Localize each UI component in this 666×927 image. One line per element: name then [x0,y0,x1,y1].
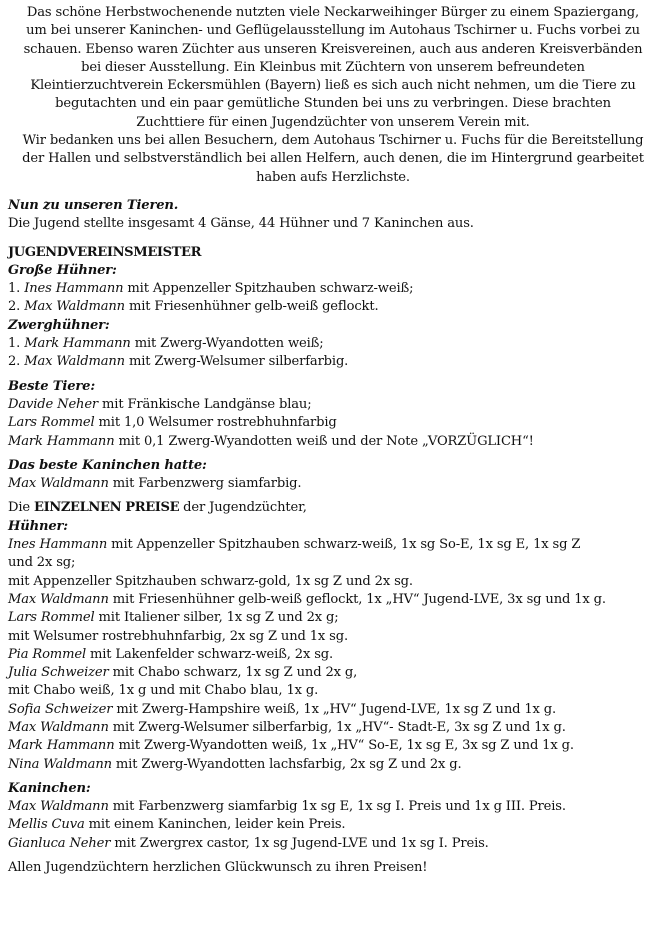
item-text: mit Zwerg-Hampshire weiß, 1x „HV“ Jugend-LVE, 1x sg Z und 1x g. [112,701,557,717]
meister-heading: JUGENDVEREINSMEISTER [8,244,202,260]
list-item [8,433,658,451]
item-text: mit Fränkische Landgänse blau; [98,396,312,412]
item-text: mit 1,0 Welsumer rostrebhuhnfarbig [94,415,337,431]
item-text: mit Friesenhühner gelb-weiß geflockt, 1x „HV“ Jugend-LVE, 3x sg und 1x g. [108,591,606,607]
list-item [8,701,658,719]
list-item [8,798,658,816]
breeder-name: Max Waldmann [8,719,109,735]
list-item [8,475,658,493]
list-item [8,298,658,316]
breeder-name: Lars Rommel [8,415,95,431]
item-text: mit Zwerg-Welsumer silberfarbig, 1x „HV“- Stadt-E, 3x sg Z und 1x g. [108,719,566,735]
meister-section [8,244,658,372]
intro-line: bei dieser Ausstellung. Ein Kleinbus mit Züchtern von unserem befreundeten [81,59,585,75]
list-item [8,737,658,755]
item-text: mit einem Kaninchen, leider kein Preis. [84,817,346,833]
list-item [8,414,658,432]
bestes-kaninchen-section [8,457,658,494]
item-text: mit Zwerg-Wyandotten weiß; [130,336,324,352]
list-item [8,335,658,353]
list-item [8,682,658,700]
breeder-name: Mellis Cuva [8,817,85,833]
breeder-name: Max Waldmann [8,591,109,607]
item-text: mit Zwergrex castor, 1x sg Jugend-LVE und 1x sg I. Preis. [110,835,489,851]
preise-intro [8,499,658,517]
list-item [8,591,658,609]
breeder-name: Pia Rommel [8,646,86,662]
item-text: mit 0,1 Zwerg-Wyandotten weiß und der Note „VORZÜGLICH“! [114,433,534,449]
tiere-text: Die Jugend stellte insgesamt 4 Gänse, 44 Hühner und 7 Kaninchen aus. [8,216,474,232]
intro-line: begutachten und ein paar gemütliche Stunden bei uns zu verbringen. Diese brachten [55,96,611,112]
breeder-name: Max Waldmann [24,354,125,370]
kaninchen-heading: Kaninchen: [8,780,91,796]
breeder-name: Mark Hammann [8,738,115,754]
breeder-name: Ines Hammann [24,281,124,297]
breeder-name: Ines Hammann [8,537,108,553]
breeder-name: Sofia Schweizer [8,701,113,717]
item-text: mit Farbenzwerg siamfarbig. [108,476,302,492]
bestes-kaninchen-heading: Das beste Kaninchen hatte: [8,457,207,473]
intro-line: um bei unserer Kaninchen- und Geflügelausstellung im Autohaus Tschirner u. Fuchs vorbei zu [26,23,640,39]
rank: 2. [8,299,25,315]
list-item [8,609,658,627]
breeder-name: Nina Waldmann [8,756,112,772]
huehner-heading: Hühner: [8,518,68,534]
zwerghuehner-heading: Zwerghühner: [8,317,110,333]
beste-tiere-heading: Beste Tiere: [8,378,96,394]
item-text: mit Appenzeller Spitzhauben schwarz-gold, 1x sg Z und 2x sg. [8,573,413,589]
list-item [8,835,658,853]
intro-line: Zuchttiere für einen Jugendzüchter von unserem Verein mit. [136,114,530,130]
tiere-heading: Nun zu unseren Tieren. [8,197,179,213]
list-item [8,664,658,682]
rank: 1. [8,281,25,297]
item-text: mit Italiener silber, 1x sg Z und 2x g; [94,610,339,626]
item-text: mit Appenzeller Spitzhauben schwarz-weiß; [123,281,414,297]
list-item [8,756,658,774]
item-text: mit Zwerg-Wyandotten weiß, 1x „HV“ So-E, 1x sg E, 3x sg Z und 1x g. [114,738,574,754]
breeder-name: Gianluca Neher [8,835,111,851]
tiere-section [8,197,658,234]
preise-intro-end: der Jugendzüchter, [179,500,307,516]
list-item [8,353,658,371]
breeder-name: Max Waldmann [24,299,125,315]
item-text: mit Appenzeller Spitzhauben schwarz-weiß, 1x sg So-E, 1x sg E, 1x sg Z [107,537,581,553]
item-text: mit Zwerg-Welsumer silberfarbig. [124,354,349,370]
breeder-name: Max Waldmann [8,476,109,492]
breeder-name: Max Waldmann [8,799,109,815]
list-item [8,646,658,664]
list-item [8,573,658,591]
intro-line: schauen. Ebenso waren Züchter aus unseren Kreisvereinen, auch aus anderen Kreisverbänden [23,41,643,57]
list-item [8,536,658,554]
item-text: mit Chabo weiß, 1x g und mit Chabo blau, 1x g. [8,683,319,699]
item-text: mit Zwerg-Wyandotten lachsfarbig, 2x sg Z und 2x g. [111,756,462,772]
breeder-name: Mark Hammann [8,433,115,449]
breeder-name: Davide Neher [8,396,99,412]
item-text: mit Farbenzwerg siamfarbig 1x sg E, 1x sg I. Preis und 1x g III. Preis. [108,799,566,815]
grosse-huehner-heading: Große Hühner: [8,262,117,278]
list-item [8,396,658,414]
breeder-name: Julia Schweizer [8,665,109,681]
rank: 1. [8,336,25,352]
breeder-name: Lars Rommel [8,610,95,626]
item-text: mit Chabo schwarz, 1x sg Z und 2x g, [108,665,358,681]
item-text: mit Lakenfelder schwarz-weiß, 2x sg. [85,646,334,662]
list-item [8,554,658,572]
preise-intro-highlight: EINZELNEN PREISE [34,500,180,516]
intro-line: Das schöne Herbstwochenende nutzten viele Neckarweihinger Bürger zu einem Spaziergang, [26,5,640,20]
list-item [8,628,658,646]
preise-intro-start: Die [8,500,34,516]
closing-line: Allen Jugendzüchtern herzlichen Glückwunsch zu ihren Preisen! [8,860,428,876]
intro-line: Wir bedanken uns bei allen Besuchern, dem Autohaus Tschirner u. Fuchs für die Bereitstellung [22,133,644,149]
item-text: und 2x sg; [8,555,76,571]
breeder-name: Mark Hammann [24,336,131,352]
item-text: mit Friesenhühner gelb-weiß geflockt. [124,299,379,315]
list-item [8,719,658,737]
beste-tiere-section [8,378,658,451]
intro-line: der Hallen und selbstverständlich bei allen Helfern, auch denen, die im Hintergrund gearbeitet [22,151,644,167]
preise-section [8,499,658,853]
intro-line: Kleintierzuchtverein Eckersmühlen (Bayern) ließ es sich auch nicht nehmen, um die Tiere zu [30,78,636,94]
list-item [8,280,658,298]
intro-paragraph [8,4,658,187]
list-item [8,816,658,834]
intro-line: haben aufs Herzlichste. [256,169,410,185]
item-text: mit Welsumer rostrebhuhnfarbig, 2x sg Z und 1x sg. [8,628,348,644]
rank: 2. [8,354,25,370]
